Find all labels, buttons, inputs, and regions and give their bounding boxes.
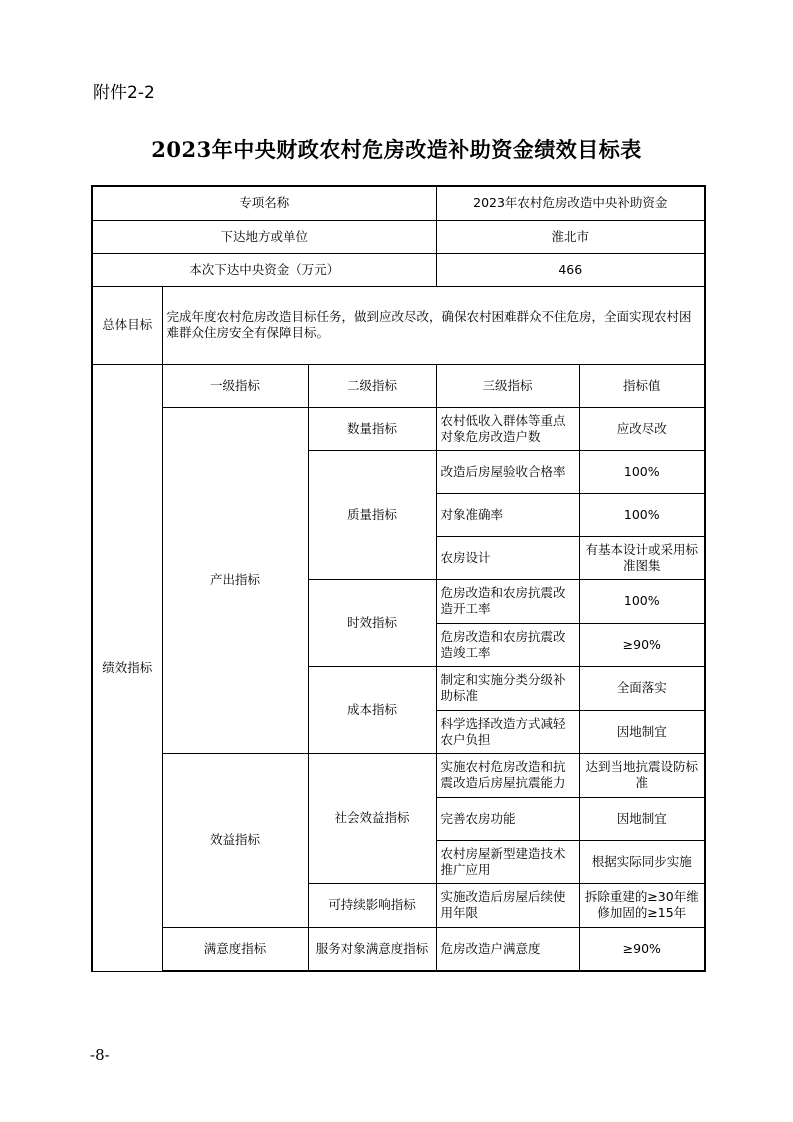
- value-cell: 因地制宜: [579, 797, 705, 840]
- sub-quantity: 数量指标: [308, 407, 436, 450]
- column-header-row: [92, 364, 705, 407]
- sub-sustainable: 可持续影响指标: [308, 883, 436, 927]
- sub-timeliness: 时效指标: [308, 579, 436, 666]
- attachment-label: 附件2-2: [93, 83, 155, 103]
- value-cell: 拆除重建的≥30年维修加固的≥15年: [579, 883, 705, 927]
- table-row: [92, 407, 705, 450]
- sub-social: 社会效益指标: [308, 753, 436, 883]
- page-number: -8-: [90, 1046, 110, 1064]
- indicator-cell: 危房改造户满意度: [436, 927, 579, 971]
- header-row-region: [92, 220, 705, 253]
- indicator-cell: 实施改造后房屋后续使用年限: [436, 883, 579, 927]
- col-level2: 二级指标: [308, 364, 436, 407]
- value-cell: ≥90%: [579, 623, 705, 666]
- region-value: 淮北市: [436, 220, 705, 253]
- indicator-cell: 完善农房功能: [436, 797, 579, 840]
- value-cell: 根据实际同步实施: [579, 840, 705, 883]
- indicator-cell: 农村房屋新型建造技术推广应用: [436, 840, 579, 883]
- indicator-cell: 农房设计: [436, 536, 579, 579]
- project-value: 2023年农村危房改造中央补助资金: [436, 186, 705, 220]
- project-label: 专项名称: [92, 186, 436, 220]
- funds-value: 466: [436, 253, 705, 286]
- indicator-cell: 实施农村危房改造和抗震改造后房屋抗震能力: [436, 753, 579, 797]
- value-cell: 100%: [579, 493, 705, 536]
- header-row-project: [92, 186, 705, 220]
- col-level1: 一级指标: [162, 364, 308, 407]
- indicator-cell: 危房改造和农房抗震改造竣工率: [436, 623, 579, 666]
- value-cell: 100%: [579, 450, 705, 493]
- col-value: 指标值: [579, 364, 705, 407]
- value-cell: 全面落实: [579, 666, 705, 710]
- group-output: 产出指标: [162, 407, 308, 753]
- value-cell: 达到当地抗震设防标准: [579, 753, 705, 797]
- value-cell: 有基本设计或采用标准图集: [579, 536, 705, 579]
- goal-text: 完成年度农村危房改造目标任务，做到应改尽改，确保农村困难群众不住危房，全面实现农村困难群众住房安全有保障目标。: [162, 286, 705, 364]
- sub-cost: 成本指标: [308, 666, 436, 753]
- indicator-cell: 危房改造和农房抗震改造开工率: [436, 579, 579, 623]
- perf-indicator-label: 绩效指标: [92, 364, 162, 971]
- indicator-cell: 科学选择改造方式减轻农户负担: [436, 710, 579, 753]
- col-level3: 三级指标: [436, 364, 579, 407]
- group-benefit: 效益指标: [162, 753, 308, 927]
- indicator-cell: 对象准确率: [436, 493, 579, 536]
- funds-label: 本次下达中央资金（万元）: [92, 253, 436, 286]
- value-cell: ≥90%: [579, 927, 705, 971]
- header-row-funds: [92, 253, 705, 286]
- performance-target-table: [91, 185, 706, 972]
- group-satisfaction: 满意度指标: [162, 927, 308, 971]
- indicator-cell: 农村低收入群体等重点对象危房改造户数: [436, 407, 579, 450]
- sub-quality: 质量指标: [308, 450, 436, 579]
- value-cell: 应改尽改: [579, 407, 705, 450]
- goal-row: [92, 286, 705, 364]
- region-label: 下达地方或单位: [92, 220, 436, 253]
- page-title: 2023年中央财政农村危房改造补助资金绩效目标表: [151, 137, 642, 162]
- table-row: [92, 753, 705, 797]
- sub-service: 服务对象满意度指标: [308, 927, 436, 971]
- goal-label: 总体目标: [92, 286, 162, 364]
- value-cell: 因地制宜: [579, 710, 705, 753]
- table-row: [92, 927, 705, 971]
- indicator-cell: 制定和实施分类分级补助标准: [436, 666, 579, 710]
- value-cell: 100%: [579, 579, 705, 623]
- indicator-cell: 改造后房屋验收合格率: [436, 450, 579, 493]
